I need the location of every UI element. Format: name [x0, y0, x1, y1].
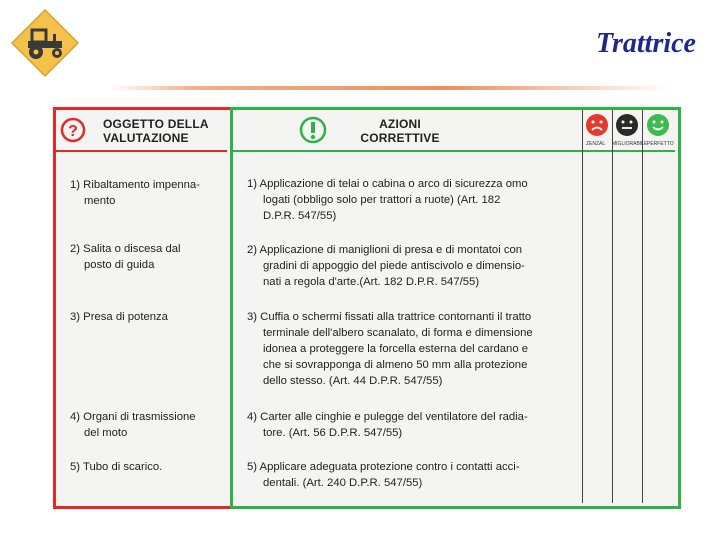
object-item: 2) Salita o discesa dal posto di guida	[70, 243, 181, 271]
sad-face-icon	[585, 113, 609, 139]
action-item: 5) Applicare adeguata protezione contro i contatti acci- dentali. (Art. 240 D.P.R. 547/55)	[247, 461, 520, 489]
object-item: 5) Tubo di scarico.	[70, 461, 163, 473]
right-header-title	[360, 117, 440, 145]
svg-text:?: ?	[68, 123, 78, 140]
rating-label: PERFETTO	[647, 141, 674, 147]
object-item: 4) Organi di trasmissione del moto	[70, 411, 196, 439]
object-item: 3) Presa di potenza	[70, 311, 168, 323]
action-item: 3) Cuffia o schermi fissati alla trattrice contornanti il tratto terminale dell'albero scanalato, di forma e dimensione idonea a proteggere la forcella esterna del cardano e che si sovrapponga di almeno 50 mm alla protezione dello stesso. (Art. 44 D.P.R. 547/55)	[247, 311, 533, 387]
left-header-title	[103, 117, 209, 145]
action-item: 4) Carter alle cinghie e pulegge del ventilatore del radia- tore. (Art. 56 D.P.R. 547/55)	[247, 411, 528, 439]
rating-label: ZENZAL	[586, 141, 606, 147]
title-underline	[110, 86, 670, 90]
left-header-divider	[56, 150, 227, 152]
rating-column-divider	[582, 110, 583, 503]
evaluation-object-column	[53, 107, 233, 509]
slide-title: Trattrice	[595, 28, 696, 59]
object-item: 1) Ribaltamento impenna- mento	[70, 179, 200, 207]
tractor-icon	[10, 8, 80, 78]
happy-face-icon	[646, 113, 670, 139]
rating-label: MIGLIORABILE	[612, 141, 648, 147]
action-item: 2) Applicazione di maniglioni di presa e di montatoi con gradini di appoggio del piede antiscivolo e dimensio- nati a regola d'arte.(Art. 182 D.P.R. 547/55)	[247, 244, 525, 288]
question-mark-icon	[60, 117, 86, 143]
right-header-line: CORRETTIVE	[360, 131, 440, 145]
corrective-actions-column	[230, 107, 681, 509]
left-header-line: OGGETTO DELLA	[103, 117, 209, 131]
rating-column-divider	[642, 110, 643, 503]
neutral-face-icon	[615, 113, 639, 139]
left-header-line: VALUTAZIONE	[103, 131, 189, 145]
action-item: 1) Applicazione di telai o cabina o arco di sicurezza omo logati (obbligo solo per trattori a ruote) (Art. 182 D.P.R. 547/55)	[247, 178, 528, 222]
exclamation-icon	[298, 115, 328, 145]
rating-column-divider	[612, 110, 613, 503]
right-header-line: AZIONI	[379, 117, 421, 131]
right-header-divider	[233, 150, 675, 152]
